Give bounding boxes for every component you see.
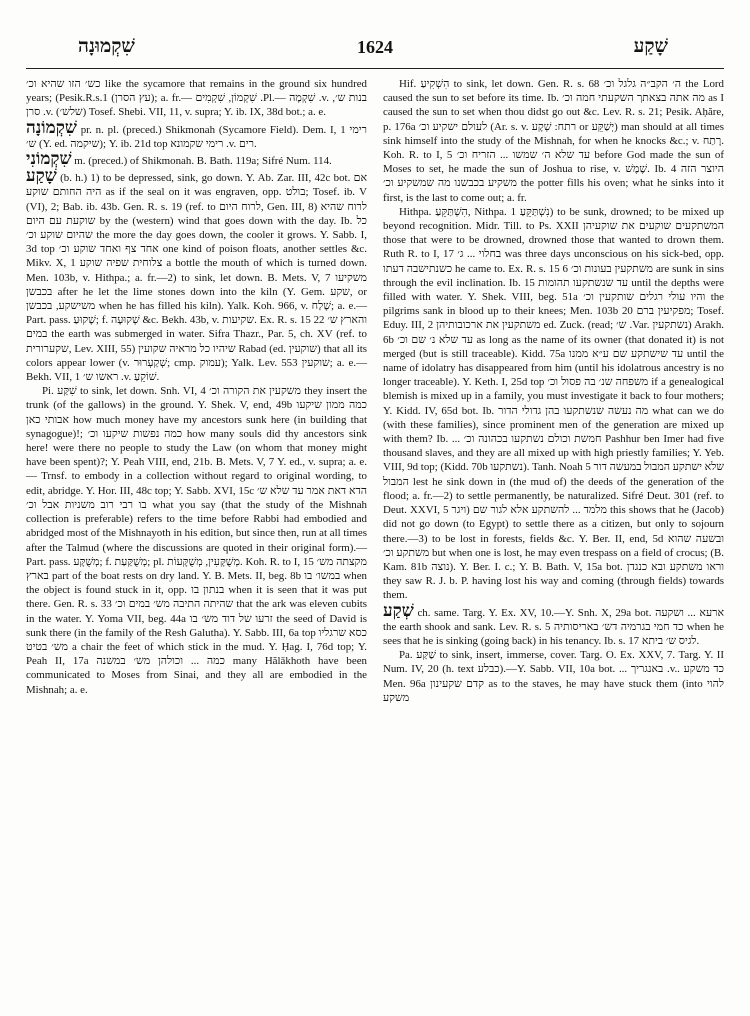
header-right-headword: שָׁקַע [633, 36, 668, 57]
right-column [383, 77, 724, 705]
entry-headword: שָׁקַע [26, 166, 57, 186]
dictionary-entry [26, 168, 367, 384]
page-number: 1624 [357, 37, 393, 57]
dictionary-entry [383, 600, 724, 649]
entry-text: m. (preced.) of Shikmonah. B. Bath. 119a; Sifré Num. 114. [74, 155, 332, 168]
two-column-body [26, 77, 724, 705]
entry-text: כש׳ הזו שהיא וכ׳ like the sycamore that remains in the ground six hundred years; (Pesik.R.s.1 (עץ הסרן); a. fr.— שִׁקְמוֹן, שִׁקְמִים .Pl.— שִׁקְמָה .v. בנות ש׳, סרן .v. (שלש׳) Tosef. Shebi. VII, 11, v. supra; Y. ib. IX, 38d bot.; a. e. [26, 78, 368, 119]
dictionary-entry [383, 77, 724, 205]
dictionary-entry [26, 151, 367, 168]
entry-text: Hithpa. הִשְׁתַּקֵּעַ, Nithpa. נִשְׁתַּקֵּעַ 1) to be sunk, drowned; to be mixed up beyond recognition. Midr. Till. to Ps. XXII המשתקעים שוקעים את שוקעיהן those that were to be drowned, drowned those that wanted to drown them. Ruth R. to I, 17 בחלוי ... ג׳ was three days unconscious on his sick-bed, opp. כשנתישבה דעתו he came to. Ex. R. s. 15 6 משתקעין בעונות וכ׳ are sunk in sins through the evil inclination. Ib. 15 עד שנשתקעו תהומות until the depths were filled with water. Y. Shek. VIII, beg. 51a והיו עולי רגלים שותקעין וכ׳ the pilgrims sank in blood up to their knees; Men. 103b מפקיעין ברם 20; Tosef. Eduy. III, 2 משתקעין את ארכובותיהן ed. Zuck. (read; ש׳ .Var. נשתקעין) Arakh. 6b עד שלא נ׳ שם וכ׳ as long as the name of its owner (that donated it) is not merged (but is still traceable). Kidd. 75a עד שישתקע שם ע״א ממנו until the name of idolatry has disappeared from him (until his idolatrous ancestry is no longer traceable). Y. Keth. I, 25d top משפחה שנ׳ בה פסול וכ׳ if a genealogical blemish is mixed up in a family, you must investigate it back to four mothers; Y. Kidd. IV, 65d bot. Ib. מה נעשה שנשתקעו בהן גדולי הדור what can we do (with these families), since prominent men of the generation are mixed up with them? Ib. ... חמשת וכולם נשתקעו בכהונה וכ׳ Pashhur ben Imer had five thousand slaves, and they are all mixed up with high priestly families; Y. Yeb. VIII, 9d top; (Kidd. 70b נשתקעו). Tanh. Noah 5 שלא ישתקע המבול במעשה דור המבול lest he sink down in (the mud of) the deeds of the generation of the flood; a. fr.—2) to settle permanently, be naturalized. Sifré Deut. 301 (ref. to Deut. XXVI, 5 ויגר) מלמד ... להשתקע אלא לגור שם this shows that he (Jacob) did not go down (to Egypt) to settle there as a citizen, but only to sojourn there.—3) to be lost in forests, fields &c. Y. Ber. II, end, 5d ובשעה שהוא משתקע וכ׳ but when one is lost, he may even trespass on a field of crocus; (B. Kam. 81b נוצה). Y. Ber. I. c.; Y. B. Bath. V, 15a bot. וראו משתקע ובא כנגדן they saw R. J. b. P. having lost his way and coming (through fields) towards them. [383, 205, 725, 602]
entry-text: (b. h.) 1) to be depressed, sink, go down. Y. Ab. Zar. III, 42c bot. אם היה החותם שוקע as if the seal on it was engraven, opp. בולט; Tosef. ib. V (VI), 2; Bab. ib. 43b. Gen. R. s. 19 (ref. to לרוח היום, Gen. III, 8) לרוח שהיא שוקעת עם היום by the (western) wind that goes down with the day. Ib. כל שהיום שוקע וכ׳ the more the day goes down, the cooler it grows. Y. Sabb. I, 3d top אחד צף ואחד שוקע וכ׳ one kind of poison floats, another settles &c. Mikv. X, 1 צלוחית שפיה שוקע a bottle the mouth of which is turned down. Men. 103b, v. Hithpa.; a. fr.—2) to sink, let down. B. Mets. V, 7 משקיעו בכבשן after he let the lime stones down into the kiln (Y. Gem. שקע, or משישקע, בכבשן when he has filled his kiln). Yalk. Koh. 966, v. שָׁלַח; a. e.—Part. pass. שָׁקוּעַ; f. שְׁקוּעָה &c. Bekh. 43b, v. שקיעות. Ex. R. s. 15 22 והארץ ש׳ במים the earth was submerged in water. Sifra Thazr., Par. 5, ch. XV (ref. to שקערורית, Lev. XIII, 55) שיהיו כל מראיה שקועין Rabad (ed. שוקעין) that all its colors appear lower (v. שְׁקַעְרוּר; cmp. עמוק); Yalk. Lev. 553 שוקעין; a. e.—Bekh. VII, 1 ראשו ש׳ .v. שׁוֹקֵעַ. [26, 172, 368, 384]
running-header [26, 36, 724, 69]
entry-headword: שְׁקַע [383, 600, 414, 620]
entry-text: Pa. שַׁקַּע to sink, insert, immerse, cover. Targ. O. Ex. XXV, 7. Targ. Y. II Num. IV, 20 (h. text כבלע).—Y. Sabb. VII, 10a bot. ... באנגריך .v.. כד משקע Men. 96a קדם שקעינון as to the staves, he may have stuck them (into להוי משקע [383, 649, 725, 704]
entry-text: pr. n. pl. (preced.) Shikmonah (Sycamore Field). Dem. I, 1 רימי ש׳ (Y. ed. שיקמה); Y. ib. 21d top רימי שקמונא .v. רים. [26, 123, 367, 150]
entry-headword: שִׁקְמוֹנָה [26, 117, 77, 137]
dictionary-entry [26, 117, 367, 151]
header-left-headword: שִׁקְמוּנָה [78, 36, 135, 57]
dictionary-entry [383, 205, 724, 603]
entry-text: Hif. הִשְׁקִיעַ to sink, let down. Gen. R. s. 68 ה׳ הקב״ה גלגל וכ׳ the Lord caused the sun to set before its time. Ib. מה אתה בצאתך השקעתי חמה וכ׳ as I caused the sun to set when thou didst go out &c. Lev. R. s. 21; Pesik. Aḥăre, p. 176a לעולם ישקיע וכ׳ (Ar. s. v. רתח: שְׁקָע or יְשַׁקֵּע) man should at all times sink himself into the study of the Mishnah, for when he knocks &c.; v. רָתַח. Koh. R. to I, 5 עד שלא ה׳ שמשו ... הזריח וכ׳ before God made the sun of Moses to set, he made the sun of Joshua to rise, v. שֶׁמֶשׁ. Ib. 4 היוצר הזה משקיע בכבשנו מה שמשקיע וכ׳ the potter fills his oven; what he sinks into it first, is the last to come out; a. fr. [383, 78, 725, 204]
dictionary-entry [383, 648, 724, 705]
dictionary-entry [26, 384, 367, 696]
entry-text: ch. same. Targ. Y. Ex. XV, 10.—Y. Snh. X, 29a bot. ארעא ... ושקעה the earth shook and sank. Lev. R. s. 5 כד חמי בגרמיה דש׳ באריסותיה when he sees that he is sinking (going back) in his tenancy. Ib. s. 17 לגיס ש׳ ביתא. [383, 606, 724, 647]
dictionary-entry [26, 77, 367, 120]
left-column [26, 77, 367, 705]
entry-text: Pi. שִׁקַּע to sink, let down. Snh. VI, 4 משקעין את הקורה וכ׳ they insert the trunk (of the gallows) in the ground. Y. Shek. V, end, 49b כמה ממון שיקעו אבותי כאן how much money have my ancestors sunk here (in building that synagogue)!; כמה נפשות שיקעו וכ׳ how many souls did thy ancestors sink here! were there no people to study the Law (on whom that money might have been spent)?; Y. Peah VIII, end, 21b. B. Mets. V, 7 Y. ed., v. supra; a. e.— Trnsf. to embody in a collection without regard to original wording, to edit, abridge. Y. Hor. III, 48c top; Y. Sabb. XVI, 15c הדא דאת אמר עד שלא ש׳ בו רבי רוב משניות אבל וכ׳ what you say (that the study of the Mishnah collection is preferable) refers to the time before Rabbi had embodied and abridged most of the Mishnayoth in his edition, but since then, run at all times after the Talmud (where the discussions are quoted in their original form).—Part. pass. מְשֻׁקָּע; f. מְשֻׁקַּעַת; pl. מְשֻׁקָּעִין, מְשֻׁקָּעוֹת. Koh. R. to I, 15 מקצתה מש׳ בארץ part of the boat rests on dry land. Y. B. Mets. II, beg. 8b במשו׳ בו when the object is found stuck in it, opp. בנתון בו when it is seen that it was put there. Gen. R. s. 33 שהיתה התיבה מש׳ במים וכ׳ that the ark was eleven cubits in the water. Y. Yoma VII, beg. 44a זרעו של דוד מש׳ בו the seed of David is sunk there (in the family of the Resh Galutha). Y. Sabb. III, 6a top כסא שרגליו מש׳ בטיט a chair the feet of which stick in the mud. Y. Ḥag. I, 76d top; Y. Peah II, 17a כמה ... וכולהן מש׳ במשנה many Hălākhoth have been communicated to Moses from Sinai, and they all are embodied in the Mishnah; a. e. [26, 385, 368, 696]
entry-headword: שִׁקְמוֹנִי [26, 149, 72, 169]
